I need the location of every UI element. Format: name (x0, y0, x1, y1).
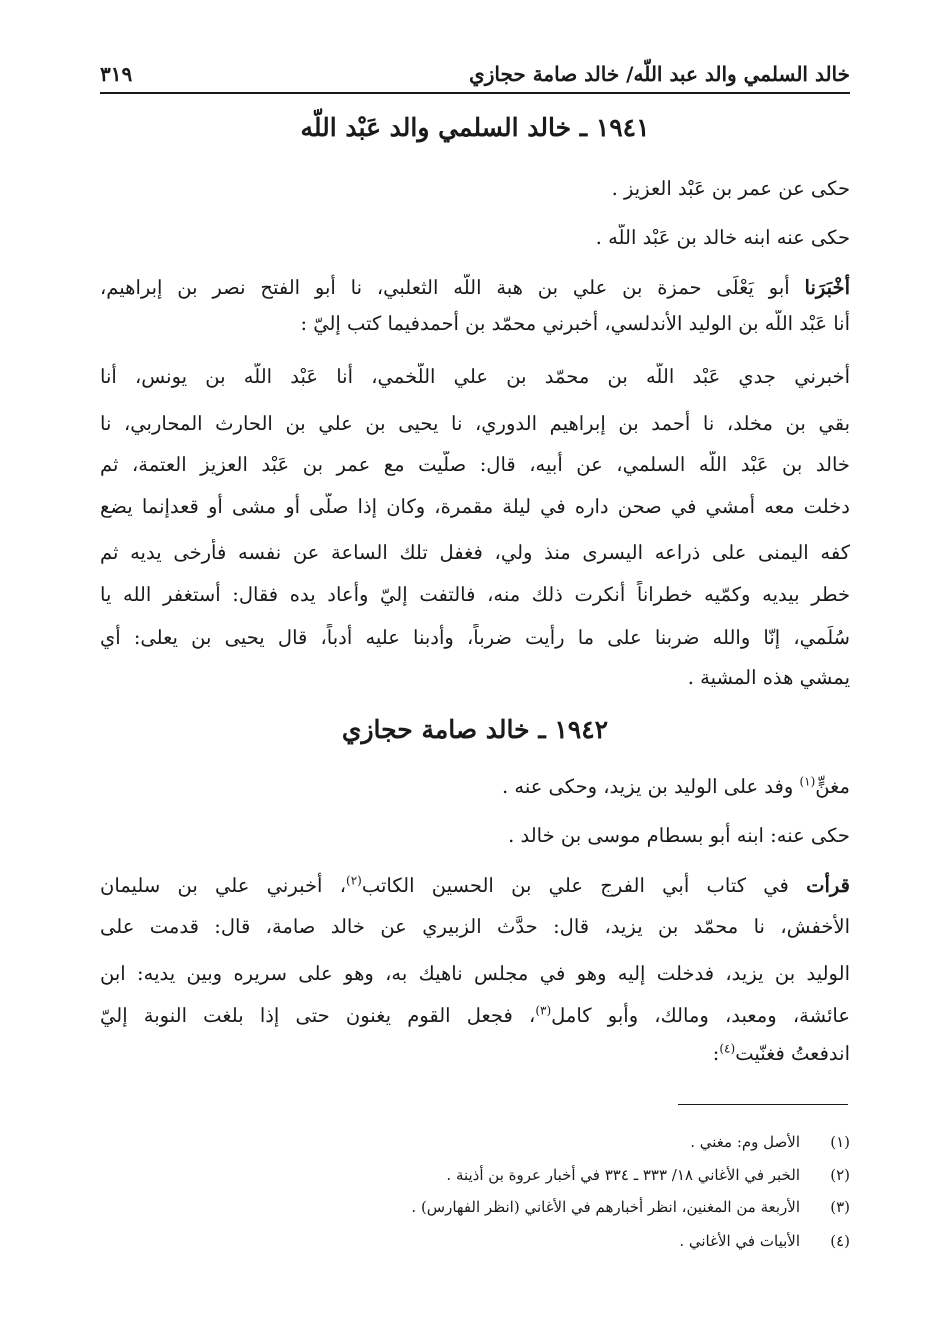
text-fragment: : (712, 1042, 720, 1065)
footnote-number: (٣) (830, 1198, 850, 1216)
isnad-text: أبو يَعْلَى حمزة بن علي بن هبة اللّه الثعلبي، نا أبو الفتح نصر بن إبراهيم، (100, 276, 805, 299)
page-number: ٣١٩ (100, 62, 133, 86)
entry-1942-title: ١٩٤٢ ـ خالد صامة حجازي (341, 715, 609, 744)
footnote-ref: (٣) (535, 1003, 552, 1018)
footnote-separator (678, 1104, 848, 1105)
entry-1942-text-line: الوليد بن يزيد، فدخلت إليه وهو في مجلس ناهيك به، وهو على سريره وبين يديه: ابن (100, 962, 850, 985)
entry-1941-text-line: سُلَمي، إنّا والله ضربنا على ما رأيت ضرباً، وأدبنا عليه أدباً، قال يحيى بن يعلى: أي (100, 626, 850, 649)
entry-1942-narrated-by: حكى عنه: ابنه أبو بسطام موسى بن خالد . (508, 824, 850, 847)
footnote-number: (٢) (830, 1166, 850, 1184)
entry-1942-text-line (100, 1002, 850, 1029)
entry-1941-text-line: بقي بن مخلد، نا أحمد بن إبراهيم الدوري، نا يحيى بن علي بن الحارث المحاربي، نا (100, 412, 850, 435)
entry-1942-text-line: الأخفش، نا محمّد بن يزيد، قال: حدَّث الزبيري عن خالد صامة، قال: قدمت على (100, 915, 850, 938)
footnote (100, 1198, 850, 1218)
text-fragment: اندفعتُ فغنّيت (735, 1042, 850, 1065)
footnote-ref: (١) (799, 774, 816, 789)
source-text: ، أخبرني علي بن سليمان (100, 874, 347, 897)
entry-1941-narrated-by: حكى عنه ابنه خالد بن عَبْد اللّه . (595, 226, 850, 249)
footnote-text: الخبر في الأغاني ١٨/ ٣٣٣ ـ ٣٣٤ في أخبار عروة بن أذينة . (446, 1166, 800, 1184)
footnote (100, 1133, 850, 1153)
page-header (100, 52, 850, 94)
running-title: خالد السلمي والد عبد اللّه/ خالد صامة حجازي (469, 62, 850, 86)
entry-1941-title: ١٩٤١ ـ خالد السلمي والد عَبْد اللّه (300, 113, 650, 142)
description-text: مغنٍّ (815, 775, 850, 798)
footnote (100, 1232, 850, 1252)
text-fragment: ، فجعل القوم يغنون حتى إذا بلغت النوبة إليّ (100, 1004, 536, 1027)
footnote-text: الأبيات في الأغاني . (679, 1232, 800, 1250)
source-text: في كتاب أبي الفرج علي بن الحسين الكاتب (361, 874, 807, 897)
read-lead-word: قرأت (806, 874, 850, 897)
entry-1941-isnad-line-1 (100, 274, 850, 301)
footnote-number: (٤) (830, 1232, 850, 1250)
entry-1941-text-line: دخلت معه أمشي في صحن داره في ليلة مقمرة، وكان إذا صلّى أو مشى أو قعدإنما يضع (100, 495, 850, 518)
entry-1941-text-line: كفه اليمنى على ذراعه اليسرى منذ ولي، فغفل تلك الساعة عن نفسه فأرخى يديه ثم (100, 541, 850, 564)
footnote (100, 1166, 850, 1186)
footnote-ref: (٢) (346, 873, 362, 888)
entry-1941-text-line: يمشي هذه المشية . (687, 666, 850, 689)
entry-1941-narrated-from: حكى عن عمر بن عَبْد العزيز . (611, 177, 850, 200)
entry-1941-text-line: خطر بيديه وكمّيه خطراناً أنكرت ذلك منه، فالتفت إليّ وأعاد يده فقال: أستغفر الله يا (100, 583, 850, 606)
isnad-lead-word: أخْبَرَنا (804, 276, 850, 299)
text-fragment: عائشة، ومعبد، ومالك، وأبو كامل (551, 1004, 850, 1027)
entry-1941-text-line: أخبرني جدي عَبْد اللّه بن محمّد بن علي اللّخمي، أنا عَبْد اللّه بن يونس، أنا (100, 365, 850, 388)
footnote-text: الأربعة من المغنين، انظر أخبارهم في الأغاني (انظر الفهارس) . (411, 1198, 800, 1216)
entry-1941-text-line: خالد بن عَبْد اللّه السلمي، عن أبيه، قال: صلّيت مع عمر بن عَبْد العزيز العتمة، ثم (100, 453, 850, 476)
entry-1942-source-line (100, 872, 850, 899)
footnote-ref: (٤) (719, 1041, 736, 1056)
description-text: وفد على الوليد بن يزيد، وحكى عنه . (501, 775, 800, 798)
entry-1942-description (100, 773, 850, 800)
entry-1942-text-line (100, 1040, 850, 1067)
footnote-number: (١) (830, 1133, 850, 1151)
footnote-text: الأصل وم: مغني . (690, 1133, 800, 1151)
entry-1941-isnad-line-2: أنا عَبْد اللّه بن الوليد الأندلسي، أخبرني محمّد بن أحمدفيما كتب إليّ : (300, 312, 850, 335)
